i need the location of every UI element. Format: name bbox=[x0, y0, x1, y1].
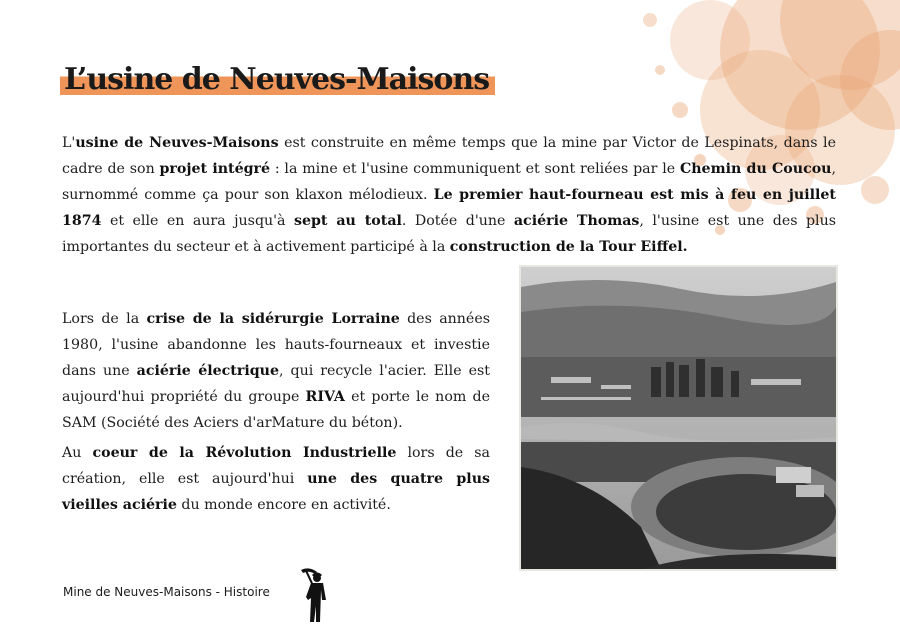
legacy-paragraph: Au coeur de la Révolution Industrielle lors de sa création, elle est aujourd'hui une des quatre plus vieilles aciérie du monde encore en activité. bbox=[62, 445, 490, 513]
miner-icon bbox=[297, 566, 333, 624]
footer-caption: Mine de Neuves-Maisons - Histoire bbox=[63, 585, 270, 599]
crisis-paragraph: Lors de la crise de la sidérurgie Lorraine des années 1980, l'usine abandonne les hauts-fourneaux et investie dans une aciérie électrique, qui recycle l'acier. Elle est aujourd'hui propriété du groupe RIVA et porte le nom de SAM (Société des Aciers d'arMature du béton). bbox=[62, 311, 490, 431]
page-title: L’usine de Neuves-Maisons bbox=[60, 62, 495, 98]
historic-factory-photo bbox=[521, 267, 836, 569]
intro-paragraph: L'usine de Neuves-Maisons est construite en même temps que la mine par Victor de Lespinats, dans le cadre de son projet intégré : la mine et l'usine communiquent et sont reliées par le Chemin du Coucou, surnommé comme ça pour son klaxon mélodieux. Le premier haut-fourneau est mis à feu en juillet 1874 et elle en aura jusqu'à sept au total. Dotée d'une aciérie Thomas, l'usine est une des plus importantes du secteur et à activement participé à la construction de la Tour Eiffel. bbox=[62, 135, 836, 255]
